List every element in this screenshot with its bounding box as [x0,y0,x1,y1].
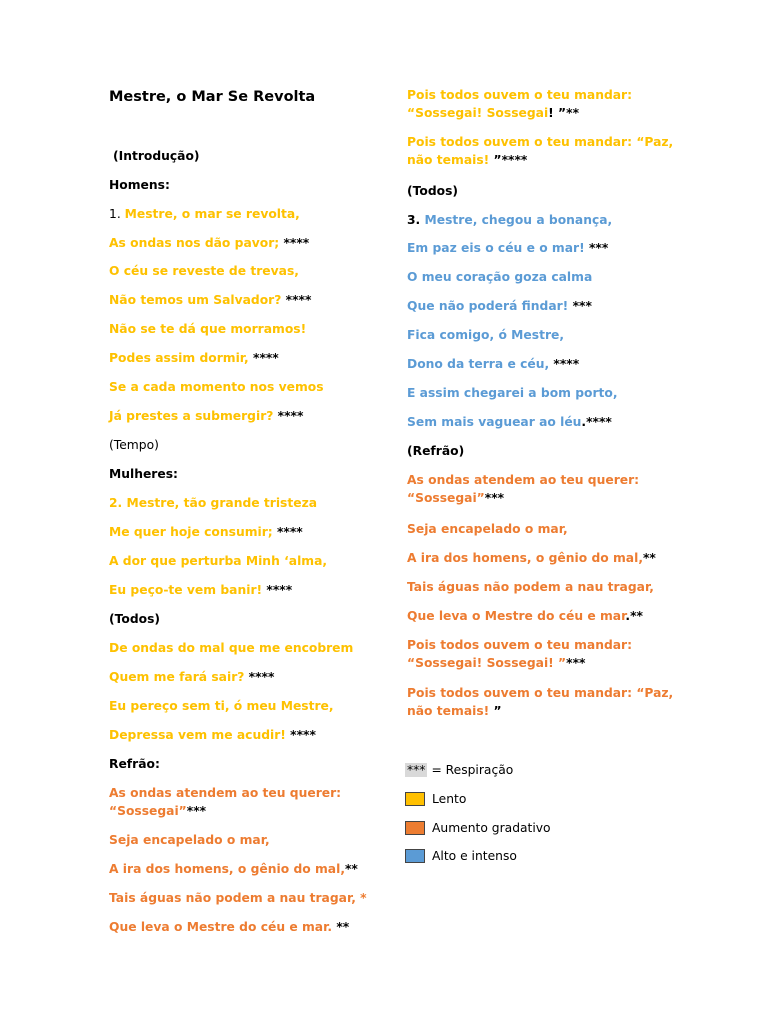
refrao-label-right: (Refrão) [407,444,465,458]
refrain-left-line-4: Tais águas não podem a nau tragar, * [109,891,367,905]
verse3-line-4: Que não poderá findar! *** [407,299,592,313]
refrain-left-line-5: Que leva o Mestre do céu e mar. ** [109,920,350,934]
verse1-line-3: O céu se reveste de trevas, [109,264,299,278]
homens-label: Homens: [109,178,170,192]
verse1-line-5: Não se te dá que morramos! [109,322,307,336]
verse3-line-5: Fica comigo, ó Mestre, [407,328,565,342]
pois-line-4a: Pois todos ouvem o teu mandar: “Paz, [407,686,674,700]
intro-label: (Introdução) [113,149,200,163]
verse1-line-8: Já prestes a submergir? **** [109,409,304,423]
verse1-line-2: As ondas nos dão pavor; **** [109,236,310,250]
verse3-line-6: Dono da terra e céu, **** [407,357,580,371]
verse2-line-3: A dor que perturba Minh ‘alma, [109,554,328,568]
verse2-line-2: Me quer hoje consumir; **** [109,525,303,539]
blue-swatch-icon [405,849,425,863]
todos-label-left: (Todos) [109,612,161,626]
refrain-right-line-3: A ira dos homens, o gênio do mal,** [407,551,656,565]
verse2b-line-3: Eu pereço sem ti, ó meu Mestre, [109,699,334,713]
legend-lento [405,790,466,808]
refrao-label-left: Refrão: [109,757,160,771]
refrain-left-line-2: Seja encapelado o mar, [109,833,270,847]
refrain-right-line-1b: “Sossegai”*** [407,491,505,505]
pois-line-3b: “Sossegai! Sossegai! ”*** [407,656,586,670]
legend-alto [405,847,517,865]
legend-label-aumento: Aumento gradativo [432,821,551,835]
verse3-line-3: O meu coração goza calma [407,270,593,284]
verse2b-line-2: Quem me fará sair? **** [109,670,275,684]
verse1-line-7: Se a cada momento nos vemos [109,380,324,394]
mulheres-label: Mulheres: [109,467,178,481]
pois-line-4b: não temais! ” [407,704,502,718]
verse1-line-4: Não temos um Salvador? **** [109,293,312,307]
todos-label-right: (Todos) [407,184,459,198]
refrain-left-line-1b: “Sossegai”*** [109,804,207,818]
legend-aumento [405,819,551,837]
pois-line-1b: “Sossegai! Sossegai! ”** [407,106,580,120]
verse3-line-2: Em paz eis o céu e o mar! *** [407,241,609,255]
pois-line-2b: não temais! ”**** [407,153,528,167]
verse2b-line-4: Depressa vem me acudir! **** [109,728,316,742]
refrain-right-line-5: Que leva o Mestre do céu e mar.** [407,609,643,623]
pois-line-1a: Pois todos ouvem o teu mandar: [407,88,633,102]
pois-line-3a: Pois todos ouvem o teu mandar: [407,638,633,652]
respiracao-symbol: *** [407,763,426,777]
legend-label-lento: Lento [432,792,467,806]
verse2-line-4: Eu peço-te vem banir! **** [109,583,293,597]
pois-line-2a: Pois todos ouvem o teu mandar: “Paz, [407,135,674,149]
verse3-line-8: Sem mais vaguear ao léu.**** [407,415,612,429]
refrain-right-line-1a: As ondas atendem ao teu querer: [407,473,640,487]
verse3-line-1: 3. Mestre, chegou a bonança, [407,213,613,227]
verse2-line-1: 2. Mestre, tão grande tristeza [109,496,318,510]
verse1-line-1: 1. Mestre, o mar se revolta, [109,207,300,221]
legend-respiracao [405,761,513,779]
page-title: Mestre, o Mar Se Revolta [109,89,316,105]
respiracao-label: = Respiração [431,763,514,777]
refrain-right-line-4: Tais águas não podem a nau tragar, [407,580,654,594]
verse1-line-6: Podes assim dormir, **** [109,351,279,365]
legend-label-alto: Alto e intenso [432,849,517,863]
tempo-label: (Tempo) [109,438,159,452]
refrain-right-line-2: Seja encapelado o mar, [407,522,568,536]
refrain-left-line-1a: As ondas atendem ao teu querer: [109,786,342,800]
orange-swatch-icon [405,821,425,835]
yellow-swatch-icon [405,792,425,806]
verse3-line-7: E assim chegarei a bom porto, [407,386,618,400]
verse2b-line-1: De ondas do mal que me encobrem [109,641,354,655]
refrain-left-line-3: A ira dos homens, o gênio do mal,** [109,862,358,876]
